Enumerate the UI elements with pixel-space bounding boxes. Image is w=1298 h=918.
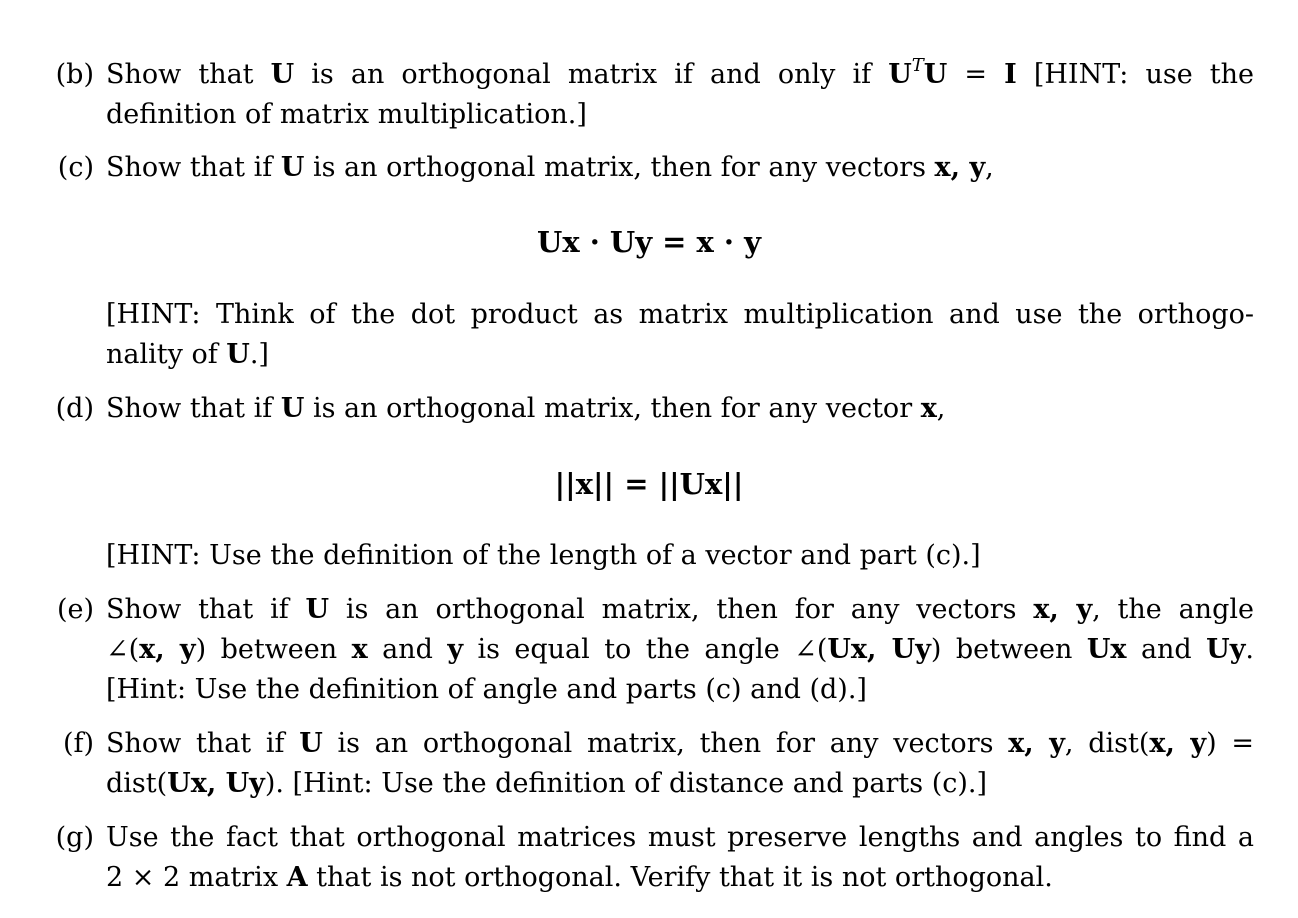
part-b-label: (b): [55, 59, 94, 90]
part-f-line-2: dist(Ux, Uy). [Hint: Use the definition of distance and parts (c).]: [106, 768, 988, 799]
part-d-hint-line: [HINT: Use the definition of the length of a vector and part (c).]: [106, 540, 981, 571]
part-e-line-3: [Hint: Use the definition of angle and parts (c) and (d).]: [106, 674, 867, 705]
part-f-line-1: Show that if U is an orthogonal matrix, then for any vectors x, y, dist(x, y) =: [106, 728, 1255, 759]
part-g-label: (g): [55, 822, 94, 853]
part-c-hint-line-1: [HINT: Think of the dot product as matrix multiplication and use the orthogo-: [106, 299, 1254, 330]
part-c-label: (c): [57, 152, 94, 183]
part-g-text: [106, 818, 1254, 898]
part-d-line-1: Show that if U is an orthogonal matrix, then for any vector x,: [106, 393, 946, 424]
part-d-text: [106, 389, 1254, 429]
part-e-line-2: ∠(x, y) between x and y is equal to the angle ∠(Ux, Uy) between Ux and Uy.: [106, 634, 1254, 665]
part-e-text: [106, 590, 1254, 710]
part-c-line-1: Show that if U is an orthogonal matrix, then for any vectors x, y,: [106, 152, 994, 183]
part-b-line-2: definition of matrix multiplication.]: [106, 99, 587, 130]
part-d-label: (d): [55, 393, 94, 424]
part-e-label: (e): [56, 594, 94, 625]
part-d-equation: ||x|| = ||Ux||: [554, 467, 744, 501]
part-c-hint-line-2: nality of U.]: [106, 339, 269, 370]
part-e-line-1: Show that if U is an orthogonal matrix, then for any vectors x, y, the angle: [106, 594, 1254, 625]
part-f-label: (f): [62, 728, 94, 759]
part-b-text: [106, 55, 1254, 135]
part-c-equation: Ux · Uy = x · y: [537, 225, 761, 259]
part-g-line-1: Use the fact that orthogonal matrices must preserve lengths and angles to find a: [106, 822, 1254, 853]
part-g-line-2: 2 × 2 matrix A that is not orthogonal. Verify that it is not orthogonal.: [106, 862, 1053, 893]
part-c-text: [106, 148, 1254, 188]
part-b-line-1: Show that U is an orthogonal matrix if and only if $U^TU = I$ [HINT: use the: [106, 55, 1254, 90]
part-f-text: [106, 724, 1254, 804]
